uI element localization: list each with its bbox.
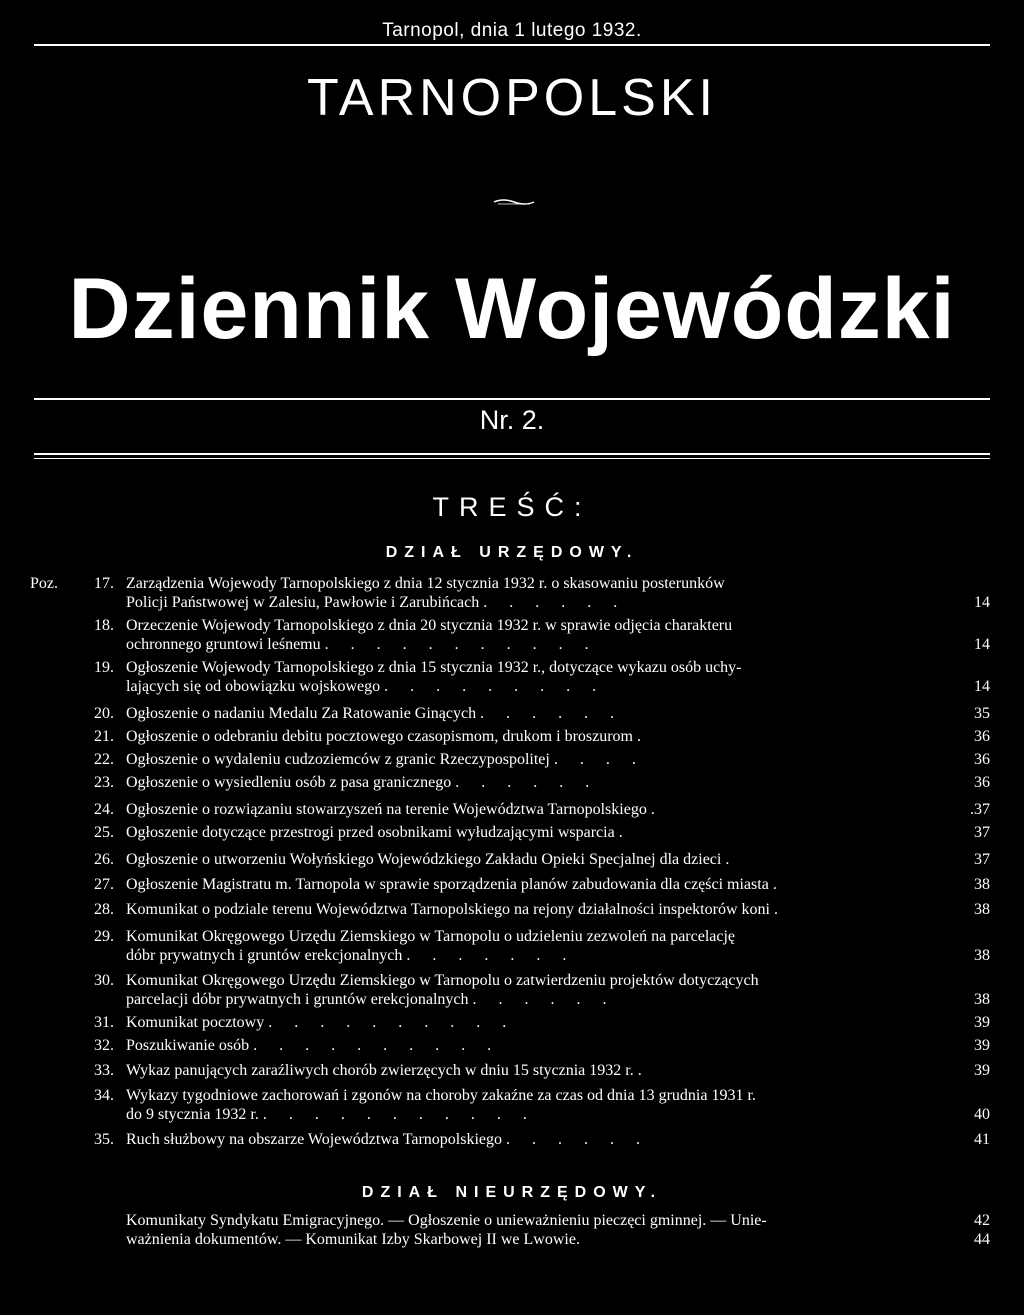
toc-entry-text: Komunikat Okręgowego Urzędu Ziemskiego w Tarnopolu o udzieleniu zezwoleń na parcelację — [126, 928, 736, 945]
leader-dots: ...... — [472, 991, 629, 1008]
toc-entry — [30, 616, 990, 654]
toc-entry-text: Policji Państwowej w Zalesiu, Pawłowie i Zarubińcach ...... — [126, 594, 640, 611]
unofficial-entry-text: Komunikaty Syndykatu Emigracyjnego. — Ogłoszenie o unieważnieniu pieczęci gminnej. — Unie- — [126, 1212, 767, 1229]
toc-entry-number: 26. — [94, 851, 114, 868]
masthead-subtitle: TARNOPOLSKI — [306, 69, 717, 127]
toc-entry-number: 21. — [94, 728, 114, 745]
toc-entry-number: 34. — [94, 1087, 114, 1104]
leader-dots: .... — [553, 751, 658, 768]
toc-entry-text: do 9 stycznia 1932 r. ........... — [126, 1106, 549, 1123]
toc-entry-page: 38 — [974, 947, 990, 964]
toc-entry-page: 37 — [974, 851, 990, 868]
toc-entry-page: 14 — [974, 678, 990, 695]
leader-dots: ...... — [480, 705, 637, 722]
toc-entry-page: 36 — [974, 774, 990, 791]
toc-entry-text: Ogłoszenie dotyczące przestrogi przed osobnikami wyłudzającymi wsparcia . — [126, 824, 645, 841]
leader-dots: ...... — [455, 774, 612, 791]
leader-dots: . — [637, 1062, 664, 1079]
masthead-rule — [34, 398, 990, 400]
toc-entry-number: 24. — [94, 801, 114, 818]
leader-dots: ........... — [262, 1106, 549, 1123]
toc-entry — [30, 727, 990, 746]
toc-entry — [30, 927, 990, 965]
toc-entry-text: lających się od obowiązku wojskowego ......... — [126, 678, 619, 695]
masthead-title: Dziennik Wojewódzki — [68, 261, 956, 357]
toc-entry-number: 30. — [94, 972, 114, 989]
toc-entry-page: 35 — [974, 705, 990, 722]
leader-dots: . — [773, 901, 800, 918]
toc-entry-page: 38 — [974, 876, 990, 893]
toc-entry — [30, 1130, 990, 1149]
toc-entry — [30, 1013, 990, 1032]
toc-entry — [30, 875, 990, 894]
leader-dots: . — [772, 876, 799, 893]
unofficial-contents — [126, 1211, 990, 1249]
toc-entry-text: Ogłoszenie o wysiedleniu osób z pasa granicznego ...... — [126, 774, 612, 791]
toc-entry-text: parcelacji dóbr prywatnych i gruntów erekcjonalnych ...... — [126, 991, 629, 1008]
leader-dots: .......... — [268, 1014, 529, 1031]
toc-entry-text: Ogłoszenie o utworzeniu Wołyńskiego Wojewódzkiego Zakładu Opieki Specjalnej dla dzieci . — [126, 851, 752, 868]
unofficial-entry-text: ważnienia dokumentów. — Komunikat Izby Skarbowej II we Lwowie. — [126, 1231, 580, 1248]
top-rule — [34, 44, 990, 46]
toc-entry-text: Wykaz panujących zaraźliwych chorób zwierzęcych w dniu 15 stycznia 1932 r. . — [126, 1062, 664, 1079]
toc-entry — [30, 823, 990, 842]
toc-entry-page: 39 — [974, 1037, 990, 1054]
toc-entry — [30, 773, 990, 792]
toc-entry — [30, 971, 990, 1009]
leader-dots: . — [650, 801, 677, 818]
toc-entry-page: 39 — [974, 1062, 990, 1079]
leader-dots: . — [725, 851, 752, 868]
toc-entry — [30, 1061, 990, 1080]
toc-entry — [30, 658, 990, 696]
toc-entry-text: Ogłoszenie o rozwiązaniu stowarzyszeń na terenie Województwa Tarnopolskiego . — [126, 801, 677, 818]
issue-rule-lower — [34, 458, 990, 459]
toc-entry-page: .37 — [970, 801, 990, 818]
toc-entry — [30, 574, 990, 612]
toc-entry-text: Ogłoszenie o odebraniu debitu pocztowego czasopismom, drukom i broszurom . — [126, 728, 663, 745]
toc-entry-text: Komunikat pocztowy .......... — [126, 1014, 529, 1031]
toc-entry-page: 38 — [974, 901, 990, 918]
leader-dots: ........... — [324, 636, 611, 653]
toc-entry-text: Ogłoszenie o wydaleniu cudzoziemców z granic Rzeczypospolitej .... — [126, 751, 658, 768]
toc-entry-number: 27. — [94, 876, 114, 893]
toc-entry — [30, 850, 990, 869]
toc-entry-page: 37 — [974, 824, 990, 841]
toc-entry-number: 17. — [94, 575, 114, 592]
toc-entry-page: 39 — [974, 1014, 990, 1031]
toc-entry-text: Poszukiwanie osób .......... — [126, 1037, 514, 1054]
toc-entry-number: 25. — [94, 824, 114, 841]
issue-number: Nr. 2. — [479, 405, 545, 435]
toc-entry-number: 23. — [94, 774, 114, 791]
toc-entry-number: 18. — [94, 617, 114, 634]
unofficial-section-heading: DZIAŁ NIEURZĘDOWY. — [361, 1184, 663, 1201]
toc-entry-text: Ogłoszenie Wojewody Tarnopolskiego z dnia 15 stycznia 1932 r., dotyczące wykazu osób uchy- — [126, 659, 742, 676]
leader-dots: .......... — [253, 1037, 514, 1054]
poz-label: Poz. — [30, 575, 58, 592]
toc-entry-page: 41 — [974, 1131, 990, 1148]
toc-entry-page: 14 — [974, 636, 990, 653]
toc-entry-page: 36 — [974, 728, 990, 745]
table-of-contents — [30, 574, 990, 1149]
toc-entry-number: 20. — [94, 705, 114, 722]
unofficial-entry — [126, 1230, 990, 1249]
issue-rule-upper — [34, 453, 990, 455]
unofficial-entry — [126, 1211, 990, 1230]
toc-entry-number: 33. — [94, 1062, 114, 1079]
toc-entry-text: Ruch służbowy na obszarze Województwa Tarnopolskiego ...... — [126, 1131, 663, 1148]
toc-entry-text: Orzeczenie Wojewody Tarnopolskiego z dnia 20 stycznia 1932 r. w sprawie odjęcia charakteru — [126, 617, 733, 634]
toc-entry-text: Komunikat o podziale terenu Województwa Tarnopolskiego na rejony działalności inspektorów koni . — [126, 901, 800, 918]
toc-entry — [30, 1036, 990, 1055]
toc-entry-number: 19. — [94, 659, 114, 676]
leader-dots: ...... — [506, 1131, 663, 1148]
toc-entry-number: 32. — [94, 1037, 114, 1054]
leader-dots: ...... — [483, 594, 640, 611]
toc-entry-text: Zarządzenia Wojewody Tarnopolskiego z dnia 12 stycznia 1932 r. o skasowaniu posterunków — [126, 575, 725, 592]
toc-entry-page: 40 — [974, 1106, 990, 1123]
unofficial-entry-page: 44 — [974, 1231, 990, 1248]
toc-entry — [30, 1086, 990, 1124]
toc-entry-text: Ogłoszenie o nadaniu Medalu Za Ratowanie Ginących ...... — [126, 705, 637, 722]
official-section-heading: DZIAŁ URZĘDOWY. — [385, 544, 639, 561]
ornament-flourish-icon — [492, 198, 536, 206]
toc-entry-page: 14 — [974, 594, 990, 611]
toc-entry — [30, 900, 990, 919]
leader-dots: . — [637, 728, 663, 745]
toc-entry-page: 36 — [974, 751, 990, 768]
toc-entry-page: 38 — [974, 991, 990, 1008]
toc-entry-text: Komunikat Okręgowego Urzędu Ziemskiego w Tarnopolu o zatwierdzeniu projektów dotyczących — [126, 972, 759, 989]
toc-entry-text: dóbr prywatnych i gruntów erekcjonalnych ....... — [126, 947, 589, 964]
toc-entry — [30, 750, 990, 769]
toc-entry-number: 29. — [94, 928, 114, 945]
toc-entry-number: 35. — [94, 1131, 114, 1148]
toc-entry-number: 22. — [94, 751, 114, 768]
toc-entry-number: 28. — [94, 901, 114, 918]
unofficial-entry-page: 42 — [974, 1212, 990, 1229]
toc-entry-text: ochronnego gruntowi leśnemu ........... — [126, 636, 611, 653]
toc-entry-text: Ogłoszenie Magistratu m. Tarnopola w sprawie sporządzenia planów zabudowania dla części miasta . — [126, 876, 799, 893]
leader-dots: . — [618, 824, 645, 841]
toc-entry-text: Wykazy tygodniowe zachorowań i zgonów na choroby zakaźne za czas od dnia 13 grudnia 1931 r. — [126, 1087, 756, 1104]
leader-dots: ......... — [384, 678, 619, 695]
toc-entry-number: 31. — [94, 1014, 114, 1031]
contents-title: TREŚĆ: — [432, 492, 592, 522]
toc-entry — [30, 704, 990, 723]
leader-dots: ....... — [406, 947, 589, 964]
dateline: Tarnopol, dnia 1 lutego 1932. — [382, 20, 642, 41]
toc-entry — [30, 800, 990, 819]
